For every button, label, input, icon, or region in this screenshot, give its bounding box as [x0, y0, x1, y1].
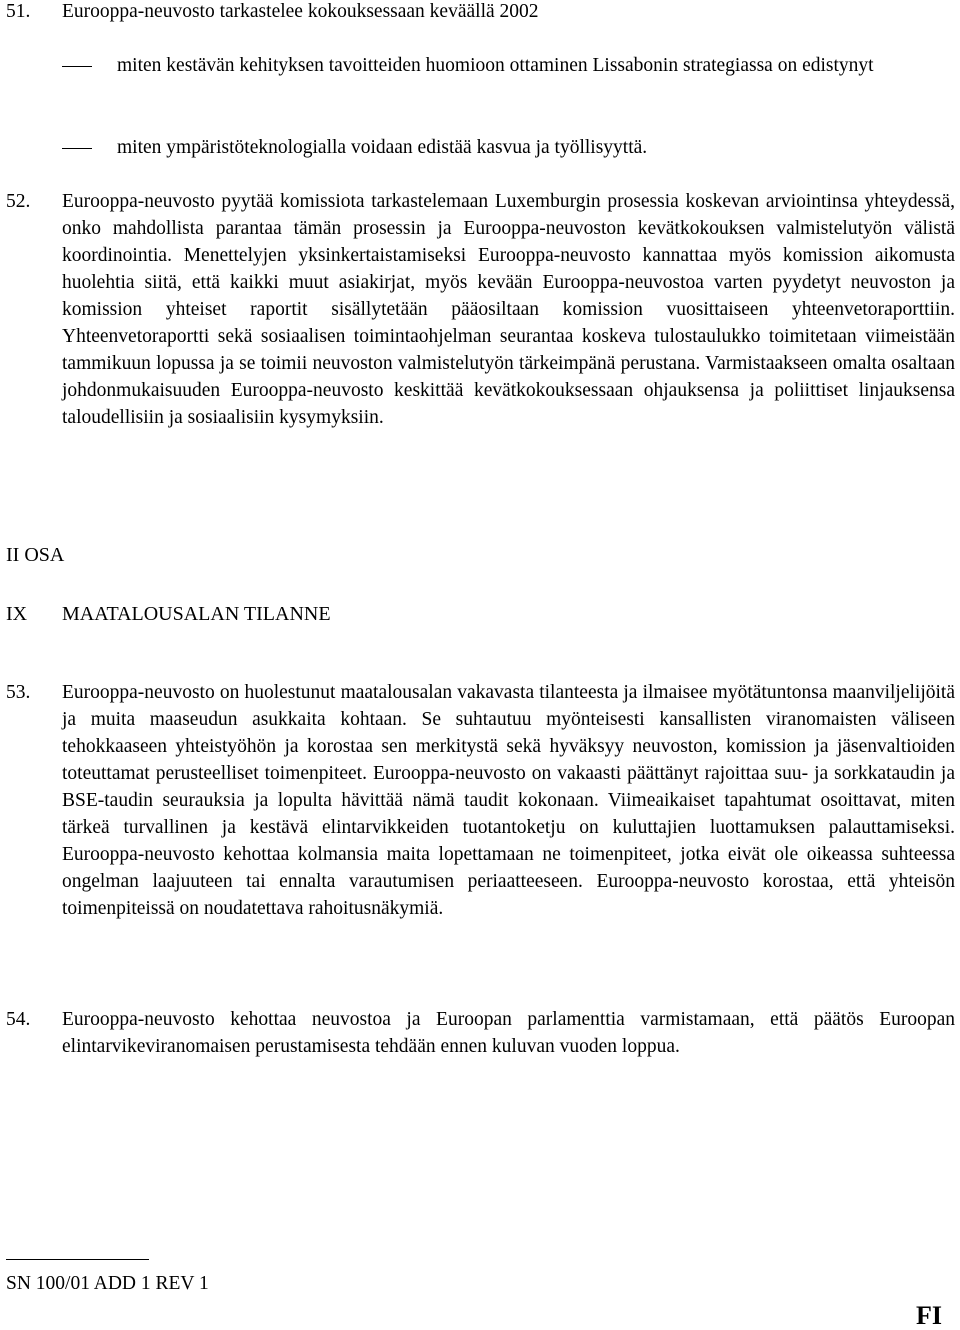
item-53-number: 53.: [6, 682, 31, 703]
section-title: MAATALOUSALAN TILANNE: [62, 603, 331, 625]
section-number: IX: [6, 603, 28, 625]
item-54-number: 54.: [6, 1009, 31, 1030]
item-52-text: Eurooppa-neuvosto pyytää komissiota tarkastelemaan Luxemburgin prosessia koskevan arviointinsa yhteydessä, onko mahdollista parantaa tämän prosessin ja Eurooppa-neuvoston kevätkokouksen valmistelutyön välistä koordinointia. Menettelyjen yksinkertaistamiseksi Eurooppa-neuvosto kannattaa myös komission aikomusta huolehtia siitä, että kaikki muut asiakirjat, myös kevään Eurooppa-neuvostoa varten pyydetyt neuvoston ja komission yhteiset raportit sisällytetään pääosiltaan komission vuosittaiseen yhteenvetoraporttiin. Yhteenvetoraportti sekä sosiaalisen toimintaohjelman seurantaa koskeva tulostaulukko toimitetaan viimeistään tammikuun lopussa ja se toimii neuvoston valmistelutyön tärkeimpänä perustana. Varmistaakseen omalta osaltaan johdonmukaisuuden Eurooppa-neuvosto keskittää kevätkokouksessaan ohjauksensa ja poliittiset linjauksensa taloudellisiin ja sosiaalisiin kysymyksiin.: [62, 191, 955, 428]
footer-language: FI: [916, 1301, 942, 1330]
part-heading: II OSA: [6, 544, 65, 566]
bullet-dash: [62, 148, 92, 149]
item-51-number: 51.: [6, 1, 31, 22]
item-52-number: 52.: [6, 191, 31, 212]
footer-doc-ref: SN 100/01 ADD 1 REV 1: [6, 1273, 209, 1294]
bullet-dash: [62, 66, 92, 67]
item-51-text: Eurooppa-neuvosto tarkastelee kokouksessaan keväällä 2002: [62, 1, 539, 22]
footer-rule: [6, 1259, 149, 1260]
item-53-text: Eurooppa-neuvosto on huolestunut maatalousalan vakavasta tilanteesta ja ilmaisee myötätuntonsa maanviljelijöitä ja muita maaseudun asukkaita kohtaan. Se suhtautuu myönteisesti kansallisten viranomaisten väliseen tehokkaaseen yhteistyöhön ja korostaa sen merkitystä sekä hyväksyy neuvoston, komission ja jäsenvaltioiden toteuttamat perusteelliset toimenpiteet. Eurooppa-neuvosto on vakaasti päättänyt rajoittaa suu- ja sorkkataudin ja BSE-taudin seurauksia ja lopulta hävittää nämä taudit kokonaan. Viimeaikaiset tapahtumat osoittavat, miten tärkeä turvallinen ja kestävä elintarvikkeiden tuotantoketju on kuluttajien luottamuksen palauttamiseksi. Eurooppa-neuvosto kehottaa kolmansia maita lopettamaan ne toimenpiteet, jotka eivät ole oikeassa suhteessa ongelman laajuuteen tai ennalta varautumisen periaatteeseen. Eurooppa-neuvosto korostaa, että yhteisön toimenpiteissä on noudatettava rahoitusnäkymiä.: [62, 682, 955, 919]
item-51-bullet-2: miten ympäristöteknologialla voidaan edistää kasvua ja työllisyyttä.: [117, 137, 648, 158]
item-54-text: Eurooppa-neuvosto kehottaa neuvostoa ja Euroopan parlamenttia varmistamaan, että päätös Euroopan elintarvikeviranomaisen perustamisesta tehdään ennen kuluvan vuoden loppua.: [62, 1009, 955, 1057]
item-51-bullet-1: miten kestävän kehityksen tavoitteiden huomioon ottaminen Lissabonin strategiassa on edistynyt: [117, 55, 874, 76]
